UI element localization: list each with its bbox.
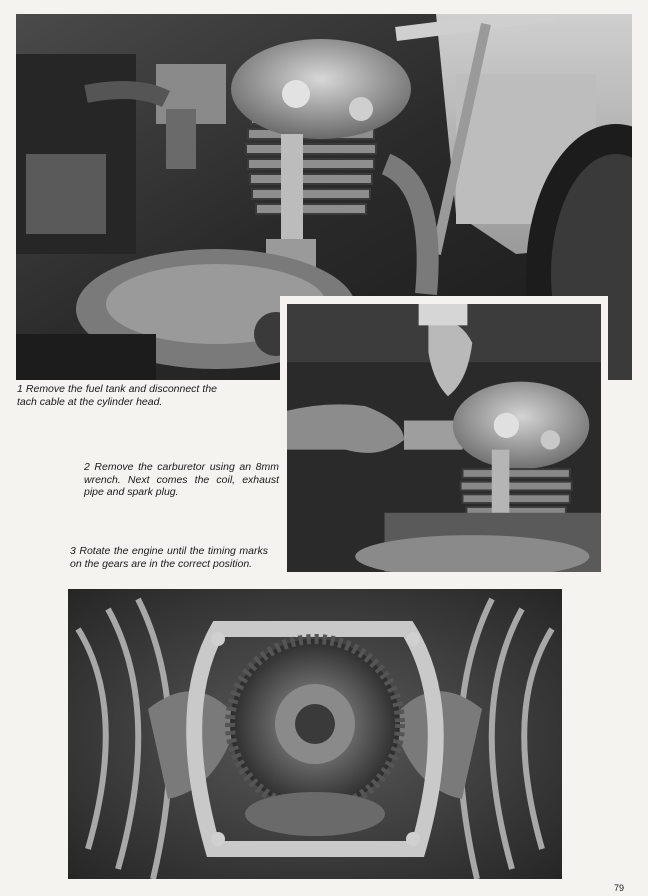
- caption-step-3: 3 Rotate the engine until the timing marks on the gears are in the correct position.: [70, 545, 268, 570]
- photo-timing-gears: [68, 589, 562, 879]
- photo-removing-carburetor: [280, 296, 608, 579]
- timing-gears-illustration: [68, 589, 562, 879]
- page-number: 79: [614, 883, 625, 893]
- carburetor-photo-illustration: [287, 304, 601, 572]
- caption-step-2: 2 Remove the carburetor using an 8mm wrench. Next comes the coil, exhaust pipe and spark plug.: [84, 461, 279, 498]
- caption-step-1: 1 Remove the fuel tank and disconnect the tach cable at the cylinder head.: [17, 383, 217, 408]
